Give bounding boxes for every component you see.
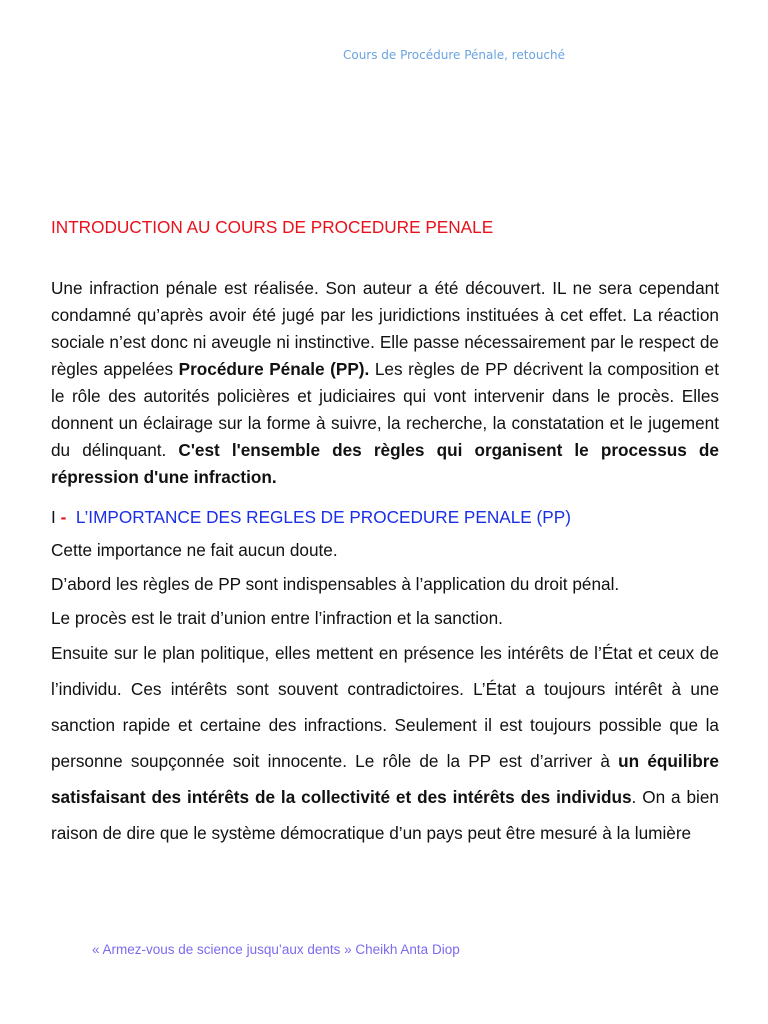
intro-text-1: Une infraction pénale est réalisée. Son auteur a été découvert. IL ne sera cependant condamné qu’après avoir été jugé par les juridictions instituées à cet effet. La réaction sociale n’est donc ni aveugle ni instinctive. Elle passe nécessairement par le respect de règles appelées xyxy=(51,278,719,379)
section-paragraph-bold: un équilibre satisfaisant des intérêts de la collectivité et des intérêts des individus xyxy=(51,751,719,807)
running-header-text: Cours de Procédure Pénale, retouché xyxy=(342,48,566,62)
intro-bold-term: Procédure Pénale (PP). xyxy=(178,359,370,379)
section-numeral: I xyxy=(51,507,56,527)
section-paragraph xyxy=(51,635,719,851)
footer-quote xyxy=(92,942,460,957)
intro-text-2: Les règles de PP décrivent la composition et le rôle des autorités policières et judiciaires qui vont intervenir dans le procès. Elles donnent un éclairage sur la forme à suivre, la recherche, la constatation et le jugement du délinquant. xyxy=(51,359,719,460)
section-number xyxy=(51,507,66,527)
section-heading xyxy=(51,501,719,533)
document-title: INTRODUCTION AU COURS DE PROCEDURE PENALE xyxy=(51,217,494,237)
running-header xyxy=(0,48,768,62)
section-paragraph-text-1: Ensuite sur le plan politique, elles mettent en présence les intérêts de l’État et ceux de l’individu. Ces intérêts sont souvent contradictoires. L’État a toujours intérêt à une sanction rapide et certaine des infractions. Seulement il est toujours possible que la personne soupçonnée soit innocente. Le rôle de la PP est d’arriver à xyxy=(51,643,719,771)
section-paragraph-text-2: . On a bien raison de dire que le système démocratique d’un pays peut être mesuré à la lumière xyxy=(51,787,719,843)
section-dash: - xyxy=(60,507,67,527)
section-line-3: Le procès est le trait d’union entre l’infraction et la sanction. xyxy=(51,608,503,628)
document-body xyxy=(51,214,719,851)
section-line-2: D’abord les règles de PP sont indispensables à l’application du droit pénal. xyxy=(51,574,620,594)
intro-bold-definition: C'est l'ensemble des règles qui organisent le processus de répression d'une infraction. xyxy=(51,440,719,487)
footer-quote-text: « Armez-vous de science jusqu’aux dents » Cheikh Anta Diop xyxy=(92,942,460,957)
section-line-1: Cette importance ne fait aucun doute. xyxy=(51,540,338,560)
section-title: L’IMPORTANCE DES REGLES DE PROCEDURE PENALE (PP) xyxy=(75,507,571,527)
intro-paragraph xyxy=(51,275,719,491)
